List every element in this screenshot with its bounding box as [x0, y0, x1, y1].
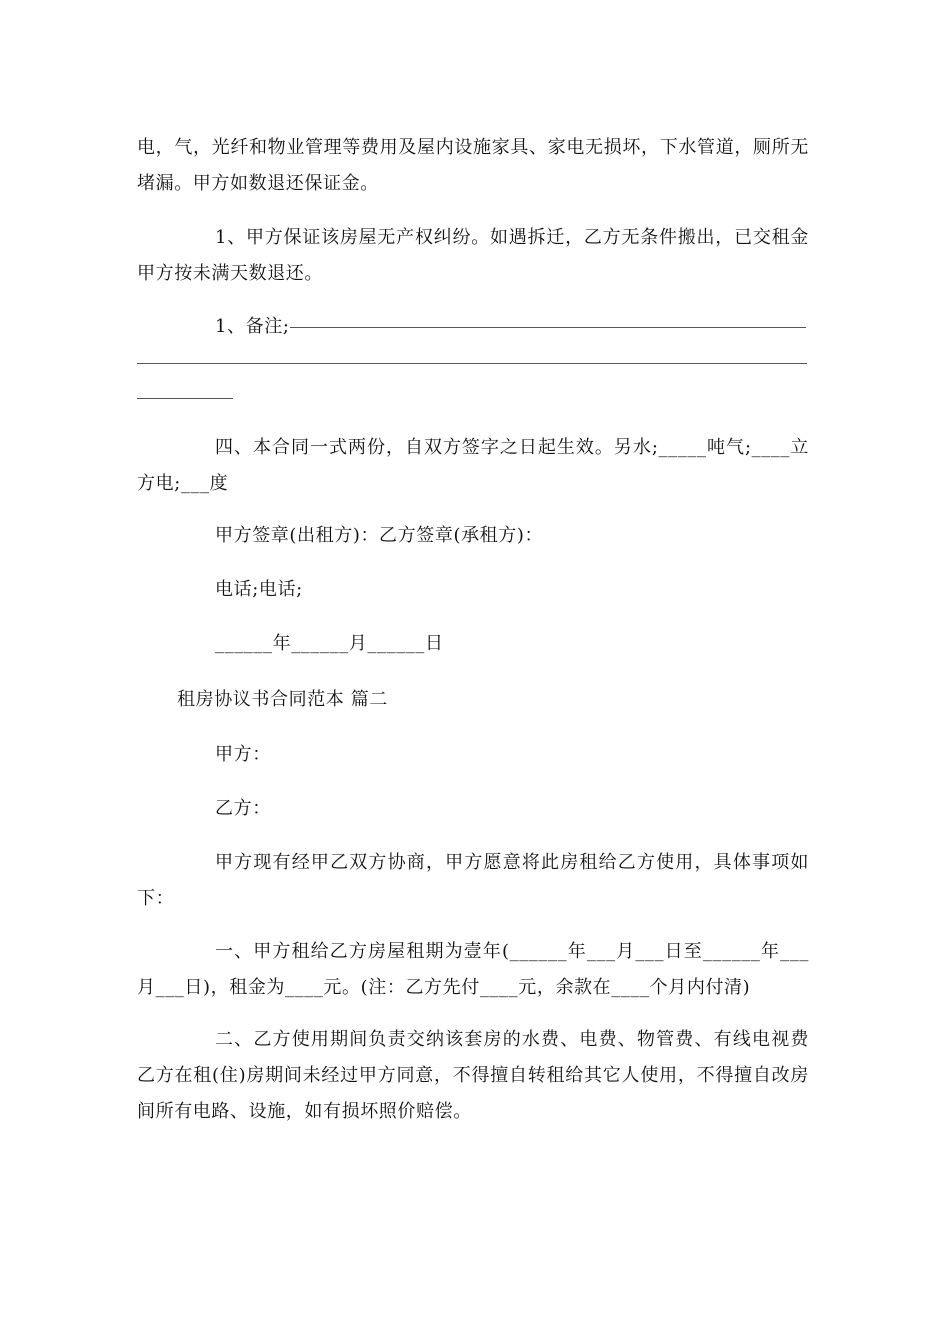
party-a-line: 甲方： — [215, 744, 271, 765]
section-heading: 租房协议书合同范本 篇二 — [177, 689, 388, 710]
remarks-blank-line-1 — [290, 327, 806, 328]
remarks-blank-line-3 — [137, 398, 233, 399]
date-line: ______年______月______日 — [215, 633, 444, 654]
paragraph-tenant-duties: 二、乙方使用期间负责交纳该套房的水费、电费、物管费、有线电视费乙方在租(住)房期间未经过甲方同意，不得擅自转租给其它人使用，不得擅自改房间所有电路、设施，如有损坏照价赔偿。 — [137, 1029, 809, 1122]
party-b-line: 乙方： — [215, 798, 271, 819]
paragraph-intro: 甲方现有经甲乙双方协商，甲方愿意将此房租给乙方使用，具体事项如下： — [137, 852, 809, 909]
phone-line: 电话;电话; — [215, 579, 303, 600]
paragraph-contract-copies: 四、本合同一式两份，自双方签字之日起生效。另水;_____吨气;____立方电;___度 — [137, 437, 809, 494]
paragraph-utilities: 电，气，光纤和物业管理等费用及屋内设施家具、家电无损坏，下水管道，厕所无堵漏。甲方如数退还保证金。 — [137, 137, 809, 194]
remarks-blank-line-2 — [137, 363, 807, 364]
paragraph-property-guarantee: 1、甲方保证该房屋无产权纠纷。如遇拆迁，乙方无条件搬出，已交租金甲方按未满天数退还。 — [137, 227, 809, 284]
remarks-label: 1、备注; — [215, 316, 290, 337]
signature-line: 甲方签章(出租方)：乙方签章(承租方)： — [215, 525, 544, 546]
paragraph-lease-term: 一、甲方租给乙方房屋租期为壹年(______年___月___日至______年___月___日)，租金为____元。(注：乙方先付____元，余款在____个月内付清) — [137, 941, 809, 998]
paragraph-remarks — [137, 309, 809, 345]
